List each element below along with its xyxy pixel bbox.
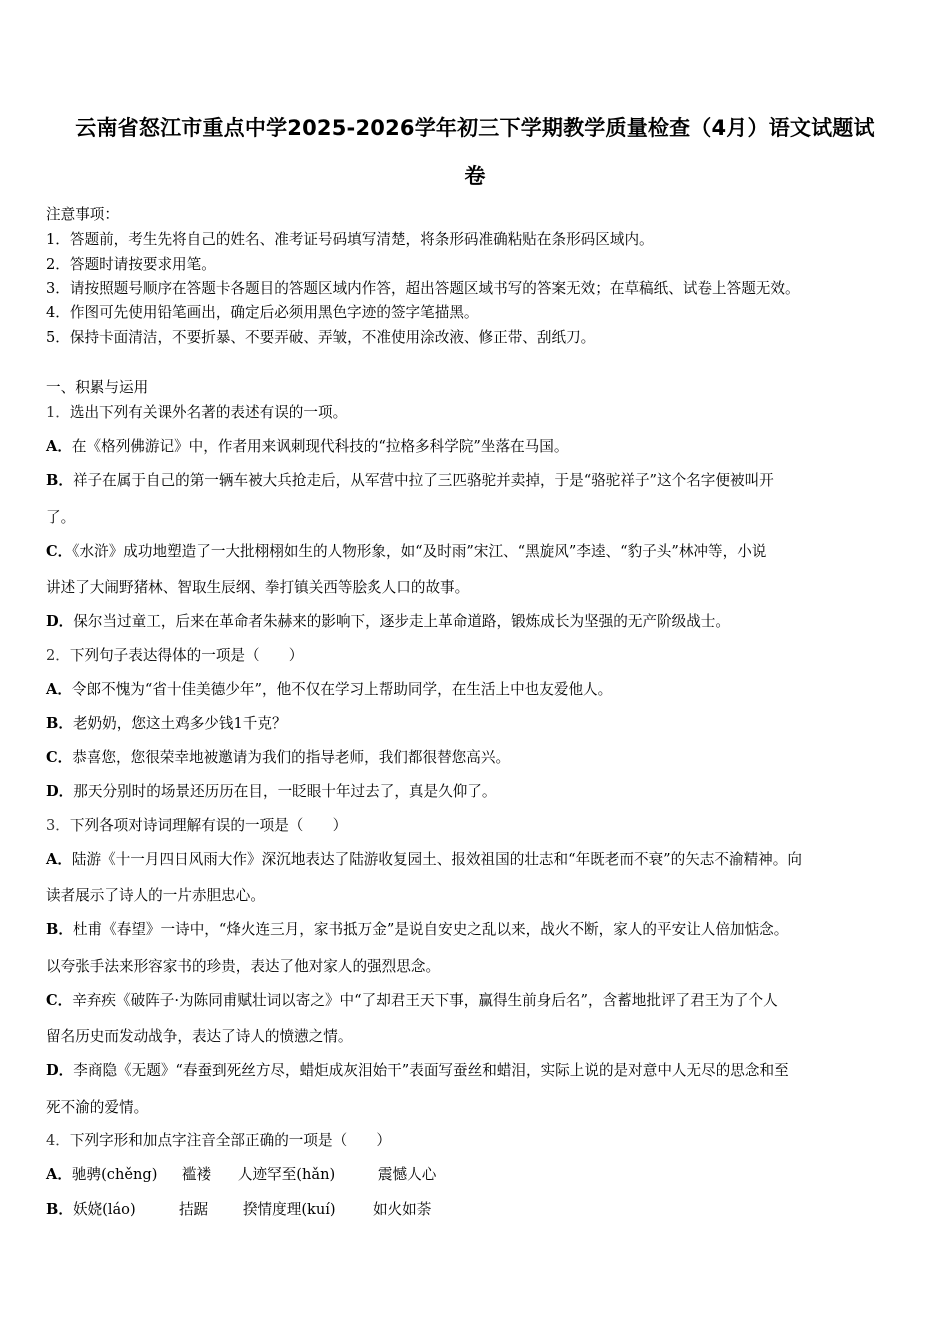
option-line: C．恭喜您，您很荣幸地被邀请为我们的指导老师，我们都很替您高兴。	[46, 749, 511, 766]
option-line: D．保尔当过童工，后来在革命者朱赫来的影响下，逐步走上革命道路，锻炼成长为坚强的无产阶级战士。	[46, 613, 730, 630]
option-continuation: 留名历史而发动战争，表达了诗人的愤懑之情。	[46, 1028, 353, 1045]
option-line: B．妖娆(láo) 拮踞 揆情度理(kuí) 如火如荼	[46, 1201, 432, 1218]
option-line: A．驰骋(chěng) 褴褛 人迹罕至(hǎn) 震憾人心	[46, 1166, 437, 1183]
question-stem: 4．下列字形和加点字注音全部正确的一项是（ ）	[46, 1132, 391, 1149]
exam-title-line1: 云南省怒江市重点中学2025-2026学年初三下学期教学质量检查（4月）语文试题试	[75, 116, 875, 140]
section-heading: 一、积累与运用	[46, 379, 149, 396]
option-continuation: 以夸张手法来形容家书的珍贵，表达了他对家人的强烈思念。	[46, 958, 441, 975]
option-line: D．那天分别时的场景还历历在目，一眨眼十年过去了，真是久仰了。	[46, 783, 497, 800]
notice-item: 5．保持卡面清洁，不要折暴、不要弄破、弄皱，不准使用涂改液、修正带、刮纸刀。	[46, 329, 596, 346]
notice-item: 1．答题前，考生先将自己的姓名、准考证号码填写清楚，将条形码准确粘贴在条形码区域内。	[46, 231, 654, 248]
notice-heading: 注意事项：	[46, 206, 119, 223]
option-continuation: 读者展示了诗人的一片赤胆忠心。	[46, 887, 265, 904]
option-line: B．祥子在属于自己的第一辆车被大兵抢走后，从军营中拉了三匹骆驼并卖掉，于是“骆驼祥子”这个名字便被叫开	[46, 472, 774, 489]
question-stem: 1．选出下列有关课外名著的表述有误的一项。	[46, 404, 348, 421]
option-line: A．令郎不愧为“省十佳美德少年”，他不仅在学习上帮助同学，在生活上中也友爱他人。	[46, 681, 613, 698]
option-continuation: 了。	[46, 509, 76, 526]
notice-item: 2．答题时请按要求用笔。	[46, 256, 216, 273]
option-line: C．《水浒》成功地塑造了一大批栩栩如生的人物形象，如“及时雨”宋江、“黑旋风”李逵、“豹子头”林冲等，小说	[46, 543, 767, 560]
question-stem: 3．下列各项对诗词理解有误的一项是（ ）	[46, 817, 348, 834]
option-continuation: 死不渝的爱情。	[46, 1099, 149, 1116]
option-line: A．在《格列佛游记》中，作者用来讽刺现代科技的“拉格多科学院”坐落在马国。	[46, 438, 569, 455]
option-continuation: 讲述了大闹野猪林、智取生辰纲、拳打镇关西等脍炙人口的故事。	[46, 579, 470, 596]
option-line: B．老奶奶，您这土鸡多少钱1千克？	[46, 715, 287, 732]
notice-item: 4．作图可先使用铅笔画出，确定后必须用黑色字迹的签字笔描黑。	[46, 304, 479, 321]
question-stem: 2．下列句子表达得体的一项是（ ）	[46, 647, 304, 664]
option-line: A．陆游《十一月四日风雨大作》深沉地表达了陆游收复园土、报效祖国的壮志和“年既老而不衰”的矢志不渝精神。向	[46, 851, 802, 868]
exam-title-line2: 卷	[464, 164, 486, 188]
option-line: C．辛弃疾《破阵子·为陈同甫赋壮词以寄之》中“了却君王天下事，赢得生前身后名”，含蓄地批评了君王为了个人	[46, 992, 778, 1009]
notice-item: 3．请按照题号顺序在答题卡各题目的答题区域内作答，超出答题区域书写的答案无效；在草稿纸、试卷上答题无效。	[46, 280, 800, 297]
option-line: B．杜甫《春望》一诗中，“烽火连三月，家书抵万金”是说自安史之乱以来，战火不断，家人的平安让人倍加惦念。	[46, 921, 789, 938]
option-line: D．李商隐《无题》“春蚕到死丝方尽，蜡炬成灰泪始干”表面写蚕丝和蜡泪，实际上说的是对意中人无尽的思念和至	[46, 1062, 789, 1079]
